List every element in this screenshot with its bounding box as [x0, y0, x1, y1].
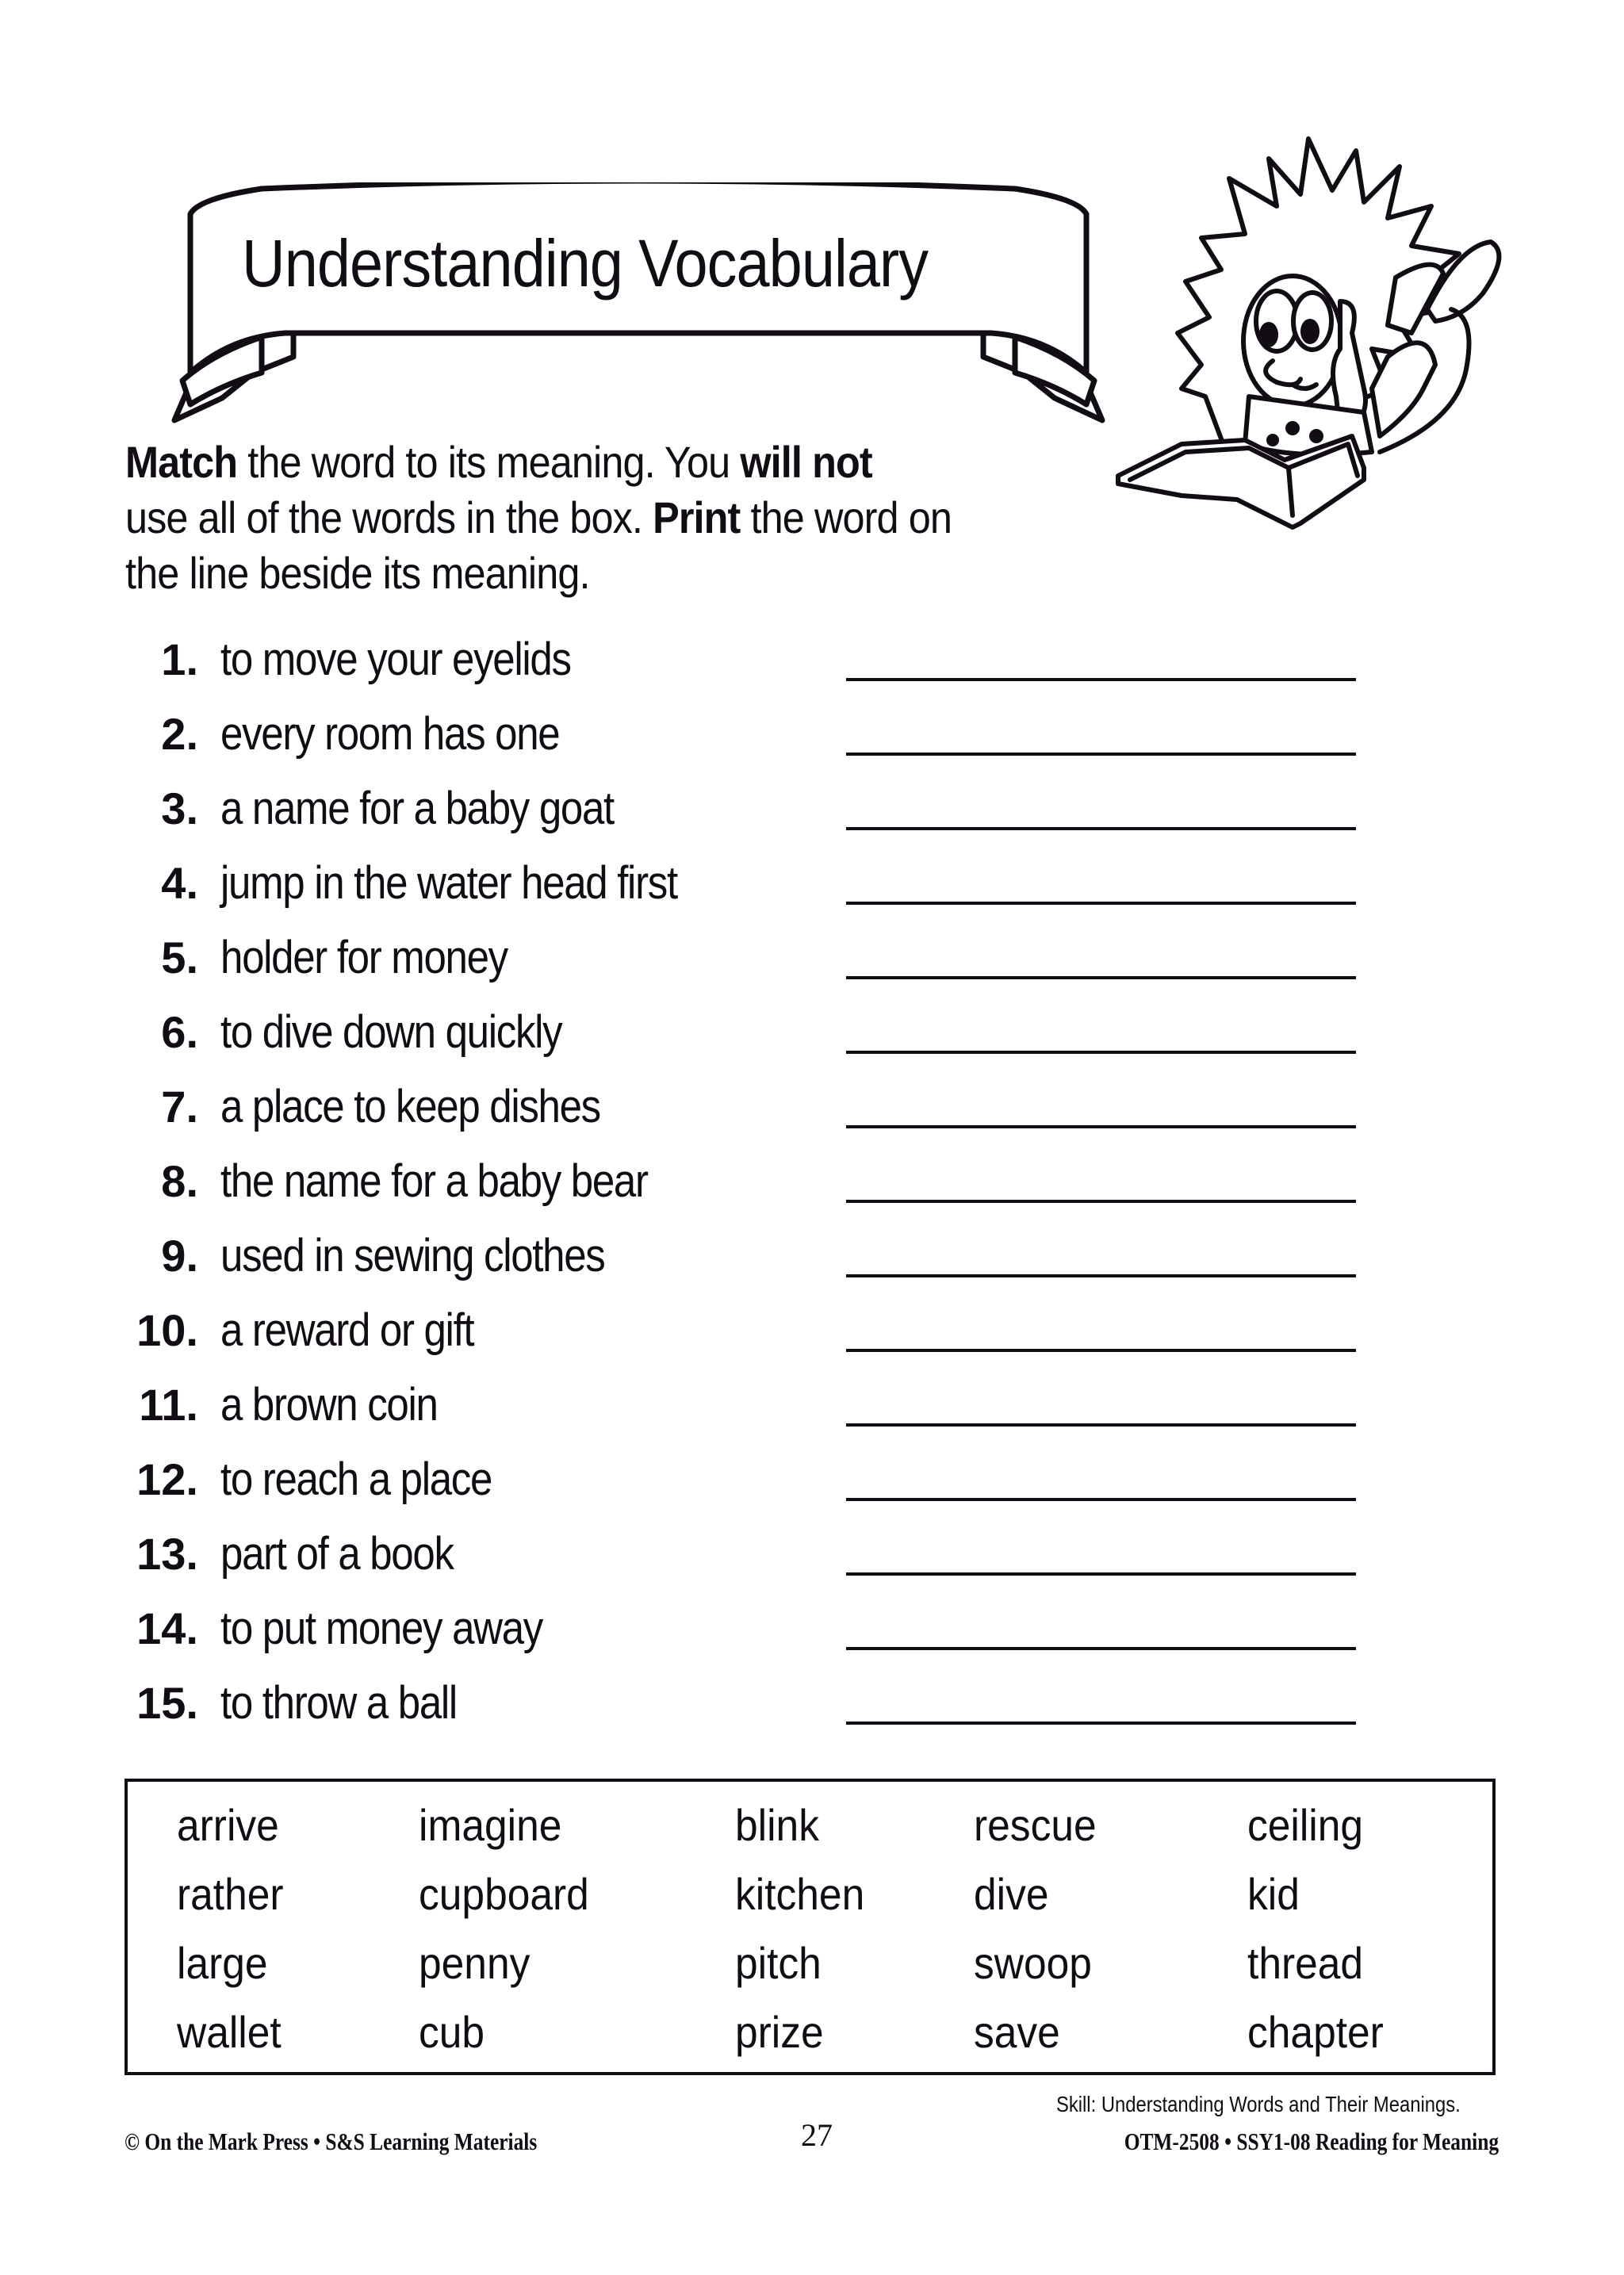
word-bank-word: kid	[1247, 1869, 1300, 1919]
question-number: 14.	[136, 1603, 198, 1653]
word-bank-word: penny	[419, 1938, 530, 1988]
question-text: the name for a baby bear	[220, 1155, 648, 1207]
word-bank-word: rescue	[974, 1800, 1097, 1850]
question-item	[0, 856, 1624, 930]
instruction-text: use all of the words in the box.	[125, 492, 653, 542]
question-text: to reach a place	[220, 1453, 492, 1505]
question-item	[0, 632, 1624, 707]
answer-input[interactable]	[846, 1683, 1359, 1725]
question-item	[0, 1601, 1624, 1676]
word-bank-word: blink	[735, 1800, 819, 1850]
question-text: part of a book	[220, 1528, 454, 1580]
question-item	[0, 1676, 1624, 1750]
word-bank-word: rather	[177, 1869, 284, 1919]
answer-input[interactable]	[846, 1162, 1359, 1203]
instructions	[125, 435, 996, 601]
answer-input[interactable]	[846, 1311, 1359, 1352]
instruction-text: the line beside its meaning.	[125, 548, 590, 598]
reading-boy-with-book-icon	[1110, 127, 1554, 539]
question-text: a reward or gift	[220, 1304, 474, 1356]
instructions-line-2	[125, 490, 996, 546]
question-item	[0, 1452, 1624, 1526]
question-item	[0, 1377, 1624, 1452]
ribbon-banner-icon	[167, 182, 1110, 428]
skill-note: Skill: Understanding Words and Their Meanings.	[1056, 2092, 1461, 2116]
question-number: 10.	[136, 1305, 198, 1355]
question-number: 9.	[161, 1231, 198, 1281]
question-text: to move your eyelids	[220, 634, 571, 685]
instruction-text: the word to its meaning. You	[237, 437, 741, 487]
instructions-line-1	[125, 435, 996, 490]
instruction-text: the word on	[740, 492, 952, 542]
question-number: 2.	[161, 709, 198, 759]
question-item	[0, 1079, 1624, 1154]
word-bank-word: pitch	[735, 1938, 822, 1988]
word-bank-word: prize	[735, 2007, 824, 2057]
question-number: 11.	[139, 1380, 198, 1430]
answer-input[interactable]	[846, 1534, 1359, 1576]
answer-input[interactable]	[846, 1013, 1359, 1054]
word-bank-word: large	[177, 1938, 268, 1988]
question-text: to throw a ball	[220, 1677, 457, 1729]
instruction-emphasis-will-not: will not	[740, 437, 872, 487]
answer-input[interactable]	[846, 1609, 1359, 1650]
instruction-emphasis-match: Match	[125, 437, 238, 487]
question-number: 12.	[136, 1454, 198, 1504]
answer-input[interactable]	[846, 1236, 1359, 1277]
question-number: 7.	[161, 1082, 198, 1132]
question-number: 3.	[161, 783, 198, 833]
question-text: a name for a baby goat	[220, 783, 614, 834]
question-item	[0, 1228, 1624, 1303]
word-bank-word: wallet	[177, 2007, 282, 2057]
word-bank-word: cupboard	[419, 1869, 589, 1919]
page-number: 27	[801, 2117, 833, 2153]
answer-input[interactable]	[846, 938, 1359, 979]
word-bank-word: imagine	[419, 1800, 562, 1850]
question-text: a place to keep dishes	[220, 1081, 600, 1132]
instruction-emphasis-print: Print	[653, 492, 741, 542]
answer-input[interactable]	[846, 864, 1359, 905]
word-bank-word: chapter	[1247, 2007, 1384, 2057]
footer-copyright: © On the Mark Press • S&S Learning Materials	[124, 2128, 538, 2155]
question-number: 6.	[161, 1007, 198, 1057]
word-bank-word: swoop	[974, 1938, 1092, 1988]
word-bank-word: dive	[974, 1869, 1049, 1919]
footer-product-code: OTM-2508 • SSY1-08 Reading for Meaning	[1124, 2128, 1499, 2155]
answer-input[interactable]	[846, 640, 1359, 681]
question-number: 13.	[136, 1529, 198, 1579]
word-bank-word: save	[974, 2007, 1060, 2057]
page-title: Understanding Vocabulary	[242, 226, 929, 301]
word-bank-word: kitchen	[735, 1869, 865, 1919]
question-item	[0, 1303, 1624, 1377]
question-text: used in sewing clothes	[220, 1230, 605, 1281]
question-item	[0, 1154, 1624, 1228]
word-bank-word: thread	[1247, 1938, 1364, 1988]
question-item	[0, 1526, 1624, 1601]
question-text: to put money away	[220, 1603, 542, 1654]
question-number: 5.	[161, 933, 198, 982]
question-number: 1.	[161, 634, 198, 684]
question-text: every room has one	[220, 708, 560, 760]
question-item	[0, 781, 1624, 856]
word-bank-word: arrive	[177, 1800, 279, 1850]
word-bank-word: ceiling	[1247, 1800, 1364, 1850]
question-number: 15.	[136, 1678, 198, 1728]
word-bank-word: cub	[419, 2007, 485, 2057]
question-number: 8.	[161, 1156, 198, 1206]
answer-input[interactable]	[846, 1385, 1359, 1427]
instructions-line-3	[125, 546, 996, 601]
question-text: jump in the water head first	[220, 857, 677, 909]
question-item	[0, 707, 1624, 781]
question-text: a brown coin	[220, 1379, 438, 1430]
question-text: holder for money	[220, 932, 508, 983]
question-item	[0, 930, 1624, 1005]
answer-input[interactable]	[846, 789, 1359, 830]
question-number: 4.	[161, 858, 198, 908]
answer-input[interactable]	[846, 714, 1359, 756]
question-text: to dive down quickly	[220, 1006, 562, 1058]
answer-input[interactable]	[846, 1460, 1359, 1501]
answer-input[interactable]	[846, 1087, 1359, 1128]
question-item	[0, 1005, 1624, 1079]
